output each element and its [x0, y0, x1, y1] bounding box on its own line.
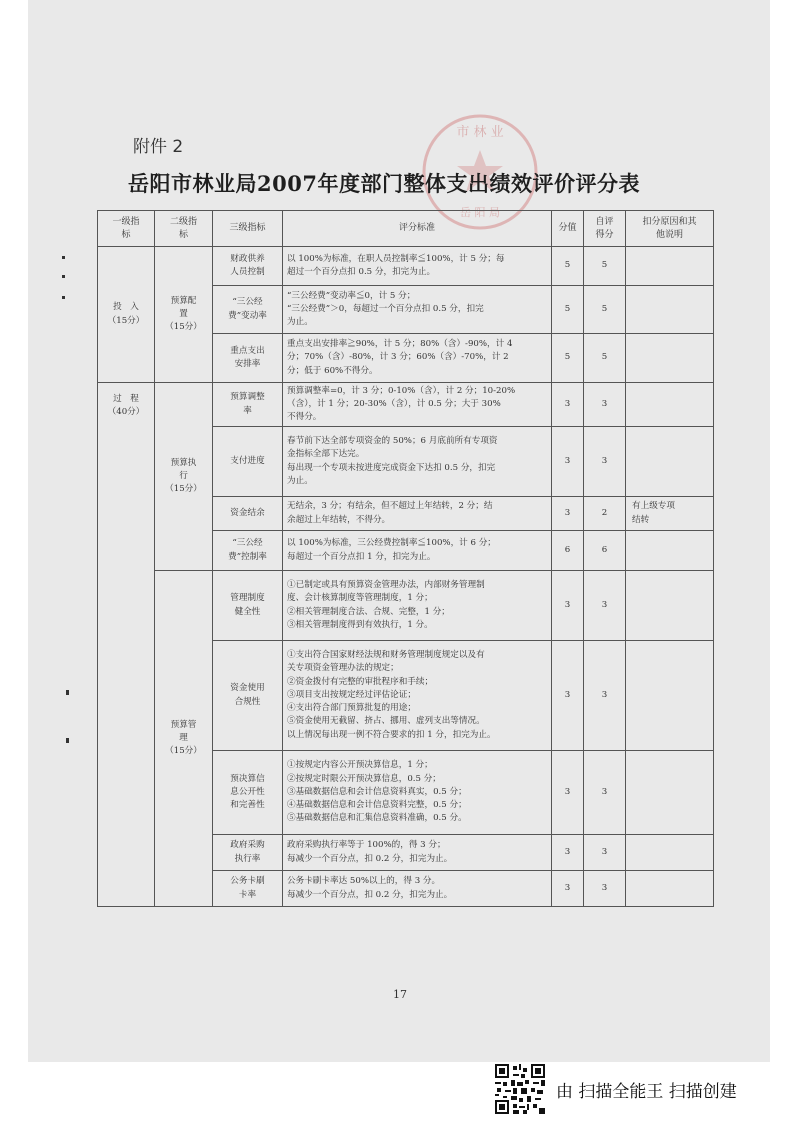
indicator: 资金使用 合规性 [213, 641, 283, 751]
self-score: 5 [584, 334, 626, 383]
indicator: 财政供养 人员控制 [213, 247, 283, 286]
indicator: 支付进度 [213, 427, 283, 497]
self-score: 3 [584, 871, 626, 907]
criteria: 以 100%为标准，三公经费控制率≦100%，计 6 分； 每超过一个百分点扣 1 分，扣完为止。 [283, 531, 552, 571]
svg-text:市 林 业: 市 林 业 [456, 125, 504, 140]
indicator: 重点支出 安排率 [213, 334, 283, 383]
score: 3 [552, 427, 584, 497]
header-self-score: 自评 得分 [584, 211, 626, 247]
self-score: 3 [584, 427, 626, 497]
score: 3 [552, 383, 584, 427]
binder-mark [62, 296, 65, 299]
header-criteria: 评分标准 [283, 211, 552, 247]
criteria: ①按规定内容公开预决算信息，1 分； ②按规定时限公开预决算信息，0.5 分； ③基础数据信息和会计信息资料真实，0.5 分； ④基础数据信息和会计信息资料完整，0.5 分； ⑤基础数据信息和汇集信息资料准确，0.5 分。 [283, 751, 552, 835]
self-score: 3 [584, 641, 626, 751]
header-level1: 一级指 标 [98, 211, 155, 247]
header-level2: 二级指 标 [155, 211, 213, 247]
deduction-note [626, 751, 714, 835]
header-level3: 三级指标 [213, 211, 283, 247]
criteria: ①支出符合国家财经法规和财务管理制度规定以及有 关专项资金管理办法的规定； ②资金拨付有完整的审批程序和手续； ③项目支出按规定经过评估论证； ④支出符合部门预算批复的用途； ⑤资金使用无截留、挤占、挪用、虚列支出等情况。 以上情况每出现一例不符合要求的扣 1 分，扣完为止。 [283, 641, 552, 751]
criteria: 预算调整率=0，计 3 分；0-10%（含），计 2 分；10-20% （含），计 1 分；20-30%（含），计 0.5 分；大于 30% 不得分。 [283, 383, 552, 427]
page-number: 17 [393, 988, 407, 1001]
indicator: “三公经 费”控制率 [213, 531, 283, 571]
self-score: 5 [584, 286, 626, 334]
table-row [98, 247, 714, 286]
indicator: 政府采购 执行率 [213, 835, 283, 871]
self-score: 5 [584, 247, 626, 286]
table-row [98, 383, 714, 427]
indicator: 管理制度 健全性 [213, 571, 283, 641]
svg-text:岳 阳 局: 岳 阳 局 [460, 206, 500, 219]
deduction-note [626, 247, 714, 286]
score: 3 [552, 497, 584, 531]
indicator: “三公经 费”变动率 [213, 286, 283, 334]
binder-mark [66, 738, 69, 743]
deduction-note [626, 383, 714, 427]
criteria: ①已制定或具有预算资金管理办法，内部财务管理制 度、会计核算制度等管理制度，1 分； ②相关管理制度合法、合规、完整，1 分； ③相关管理制度得到有效执行，1 分。 [283, 571, 552, 641]
self-score: 3 [584, 751, 626, 835]
self-score: 3 [584, 571, 626, 641]
criteria: 无结余，3 分；有结余，但不超过上年结转，2 分；结 余超过上年结转，不得分。 [283, 497, 552, 531]
deduction-note: 有上级专项 结转 [626, 497, 714, 531]
annex-label: 附件 2 [133, 137, 184, 157]
deduction-note [626, 427, 714, 497]
criteria: 重点支出安排率≧90%，计 5 分；80%（含）-90%，计 4 分；70%（含）-80%，计 3 分；60%（含）-70%，计 2 分；低于 60%不得分。 [283, 334, 552, 383]
header-deduction: 扣分原因和其 他说明 [626, 211, 714, 247]
self-score: 3 [584, 835, 626, 871]
self-score: 2 [584, 497, 626, 531]
self-score: 3 [584, 383, 626, 427]
deduction-note [626, 871, 714, 907]
indicator: 预决算信 息公开性 和完善性 [213, 751, 283, 835]
deduction-note [626, 835, 714, 871]
criteria: 公务卡刷卡率达 50%以上的，得 3 分。 每减少一个百分点，扣 0.2 分，扣完为止。 [283, 871, 552, 907]
score: 6 [552, 531, 584, 571]
score: 3 [552, 835, 584, 871]
binder-mark [62, 275, 65, 278]
score: 5 [552, 247, 584, 286]
deduction-note [626, 334, 714, 383]
table-header-row [98, 211, 714, 247]
level1-process: 过 程 （40分） [98, 383, 155, 907]
criteria: 政府采购执行率等于 100%的，得 3 分； 每减少一个百分点，扣 0.2 分，扣完为止。 [283, 835, 552, 871]
criteria: “三公经费”变动率≦0，计 5 分； “三公经费”＞0，每超过一个百分点扣 0.5 分，扣完 为止。 [283, 286, 552, 334]
score: 3 [552, 571, 584, 641]
score: 3 [552, 751, 584, 835]
page-title: 岳阳市林业局2007年度部门整体支出绩效评价评分表 [128, 171, 640, 196]
indicator: 资金结余 [213, 497, 283, 531]
score: 3 [552, 641, 584, 751]
evaluation-table [97, 210, 714, 907]
deduction-note [626, 286, 714, 334]
level1-input: 投 入 （15分） [98, 247, 155, 383]
binder-mark [62, 256, 65, 259]
score: 5 [552, 334, 584, 383]
level2-budget-execution: 预算执 行 （15分） [155, 383, 213, 571]
indicator: 预算调整 率 [213, 383, 283, 427]
binder-mark [66, 690, 69, 695]
qr-code-icon [495, 1064, 545, 1114]
level2-budget-allocation: 预算配 置 （15分） [155, 247, 213, 383]
score: 5 [552, 286, 584, 334]
deduction-note [626, 571, 714, 641]
criteria: 春节前下达全部专项资金的 50%；6 月底前所有专项资 金指标全部下达完。 每出现一个专项未按进度完成资金下达扣 0.5 分，扣完 为止。 [283, 427, 552, 497]
self-score: 6 [584, 531, 626, 571]
score: 3 [552, 871, 584, 907]
deduction-note [626, 641, 714, 751]
criteria: 以 100%为标准，在职人员控制率≦100%，计 5 分；每 超过一个百分点扣 0.5 分，扣完为止。 [283, 247, 552, 286]
header-score: 分值 [552, 211, 584, 247]
level2-budget-management: 预算管 理 （15分） [155, 571, 213, 907]
table-row [98, 571, 714, 641]
scanner-watermark-text: 由 扫描全能王 扫描创建 [556, 1082, 737, 1102]
indicator: 公务卡刷 卡率 [213, 871, 283, 907]
deduction-note [626, 531, 714, 571]
